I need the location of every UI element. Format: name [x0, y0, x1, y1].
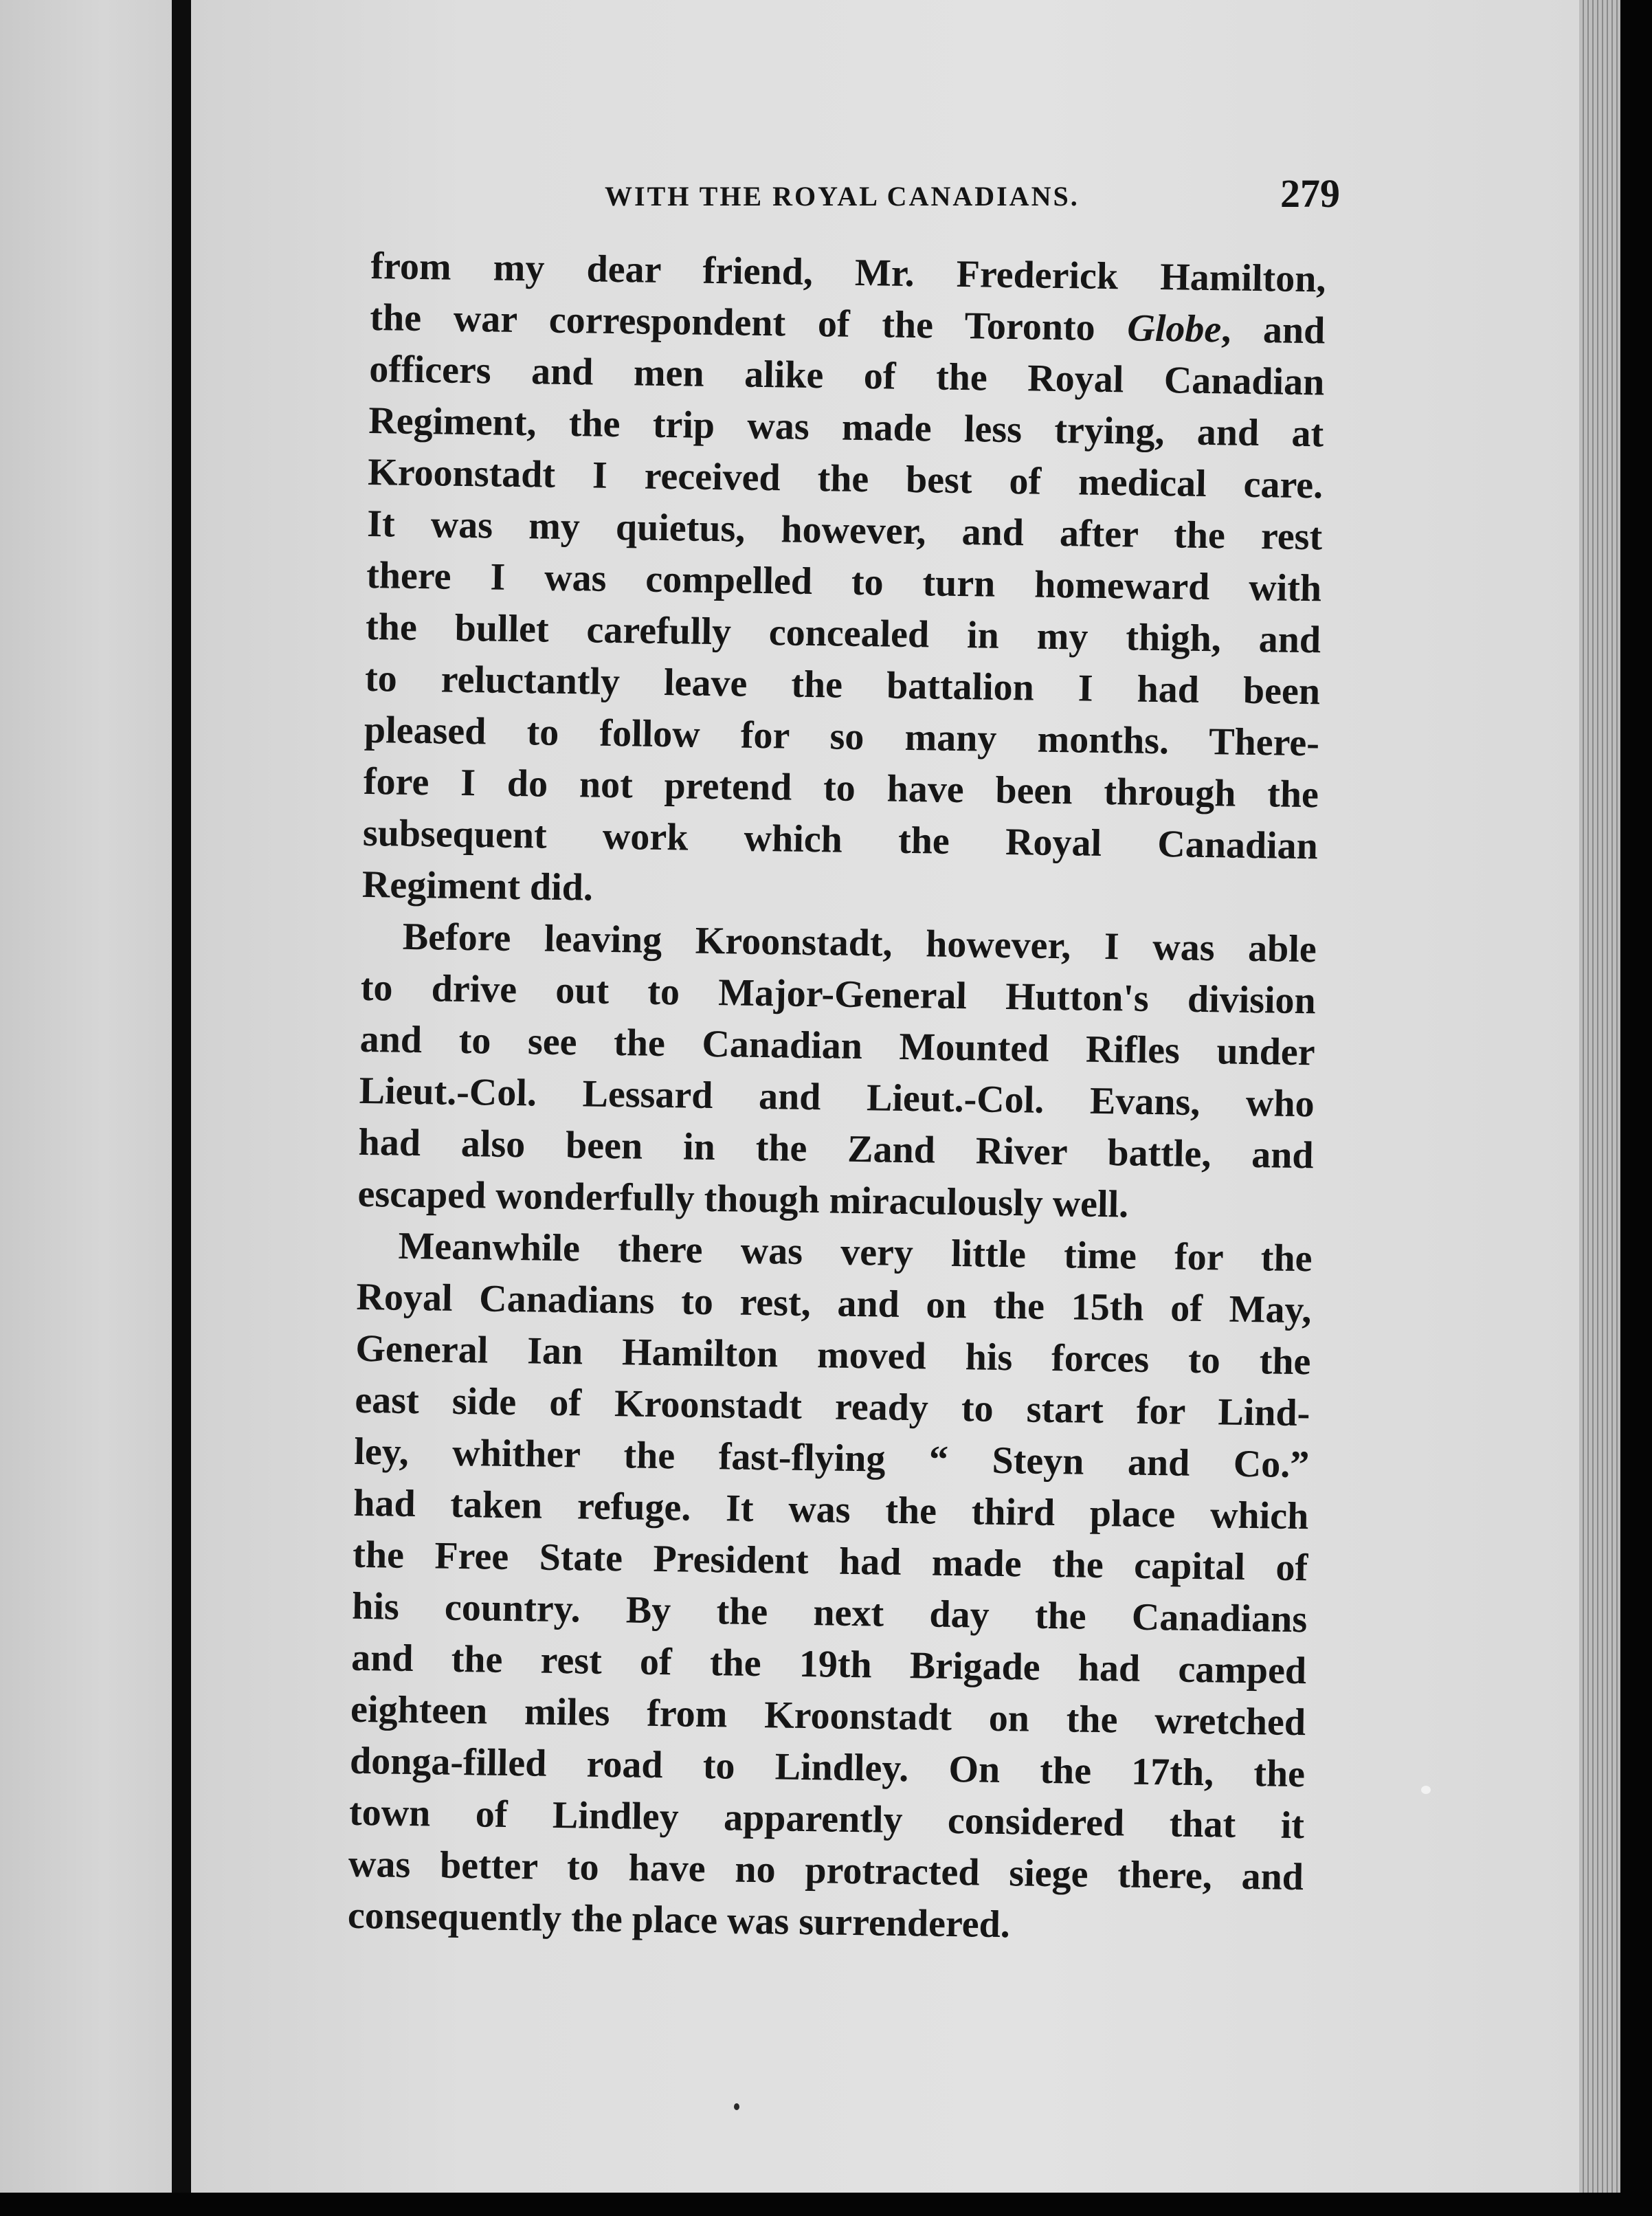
text-line: town of Lindley apparently considered that it: [348, 1791, 1305, 1848]
text-line: and to see the Canadian Mounted Rifles under: [359, 1017, 1316, 1074]
text-line: there I was compelled to turn homeward with: [366, 553, 1322, 610]
text-line: his country. By the next day the Canadians: [351, 1584, 1308, 1641]
book-gutter: [172, 0, 191, 2216]
page-edges-stack: [1579, 0, 1620, 2193]
adjacent-page-edge: [0, 0, 172, 2216]
scan-speck: [1421, 1786, 1431, 1794]
page-number: 279: [1280, 171, 1340, 216]
text-line: the Free State President had made the capital of: [352, 1533, 1308, 1590]
text-line: the war correspondent of the Toronto Globe, and: [370, 296, 1326, 353]
text-line: donga-filled road to Lindley. On the 17th, the: [349, 1739, 1306, 1796]
page-header: [412, 170, 1347, 225]
text-line: to reluctantly leave the battalion I had been: [364, 656, 1321, 713]
text-line: pleased to follow for so many months. There-: [364, 708, 1320, 765]
text-line: subsequent work which the Royal Canadian: [362, 811, 1319, 868]
text-line: and the rest of the 19th Brigade had camped: [350, 1636, 1307, 1693]
text-line: was better to have no protracted siege there, and: [348, 1842, 1304, 1899]
text-line: Kroonstadt I received the best of medical care.: [367, 450, 1324, 507]
text-line: Lieut.-Col. Lessard and Lieut.-Col. Evans, who: [359, 1069, 1315, 1126]
text-line: Before leaving Kroonstadt, however, I was able: [402, 915, 1317, 971]
text-line: officers and men alike of the Royal Canadian: [368, 347, 1325, 404]
text-line: Regiment, the trip was made less trying, and at: [368, 399, 1324, 456]
text-line: from my dear friend, Mr. Frederick Hamilton,: [370, 244, 1326, 301]
running-head: WITH THE ROYAL CANADIANS.: [605, 181, 1080, 212]
scan-speck: [734, 2103, 739, 2110]
text-line: Regiment did.: [361, 863, 594, 909]
text-line: Meanwhile there was very little time for the: [398, 1224, 1313, 1281]
text-line: had also been in the Zand River battle, and: [358, 1120, 1314, 1177]
scan-border-right: [1620, 0, 1652, 2216]
text-line: eighteen miles from Kroonstadt on the wretched: [350, 1687, 1306, 1744]
text-line: consequently the place was surrendered.: [347, 1894, 1011, 1947]
text-line: had taken refuge. It was the third place which: [353, 1481, 1309, 1538]
text-line: fore I do not pretend to have been through the: [363, 760, 1319, 817]
scan-border-bottom: [0, 2193, 1652, 2216]
text-line: ley, whither the fast-flying “ Steyn and Co.”: [353, 1430, 1310, 1487]
italic-newspaper-name: Globe: [1126, 307, 1222, 351]
text-line: General Ian Hamilton moved his forces to the: [355, 1327, 1311, 1384]
body-text: [347, 241, 1326, 1955]
text-line: east side of Kroonstadt ready to start for Lind-: [355, 1378, 1310, 1435]
text-line: the bullet carefully concealed in my thigh, and: [365, 605, 1321, 662]
text-line: to drive out to Major-General Hutton's division: [360, 966, 1317, 1023]
text-line: Royal Canadians to rest, and on the 15th of May,: [356, 1275, 1312, 1332]
text-line: escaped wonderfully though miraculously well.: [357, 1172, 1129, 1226]
text-line: It was my quietus, however, and after the rest: [366, 502, 1323, 559]
